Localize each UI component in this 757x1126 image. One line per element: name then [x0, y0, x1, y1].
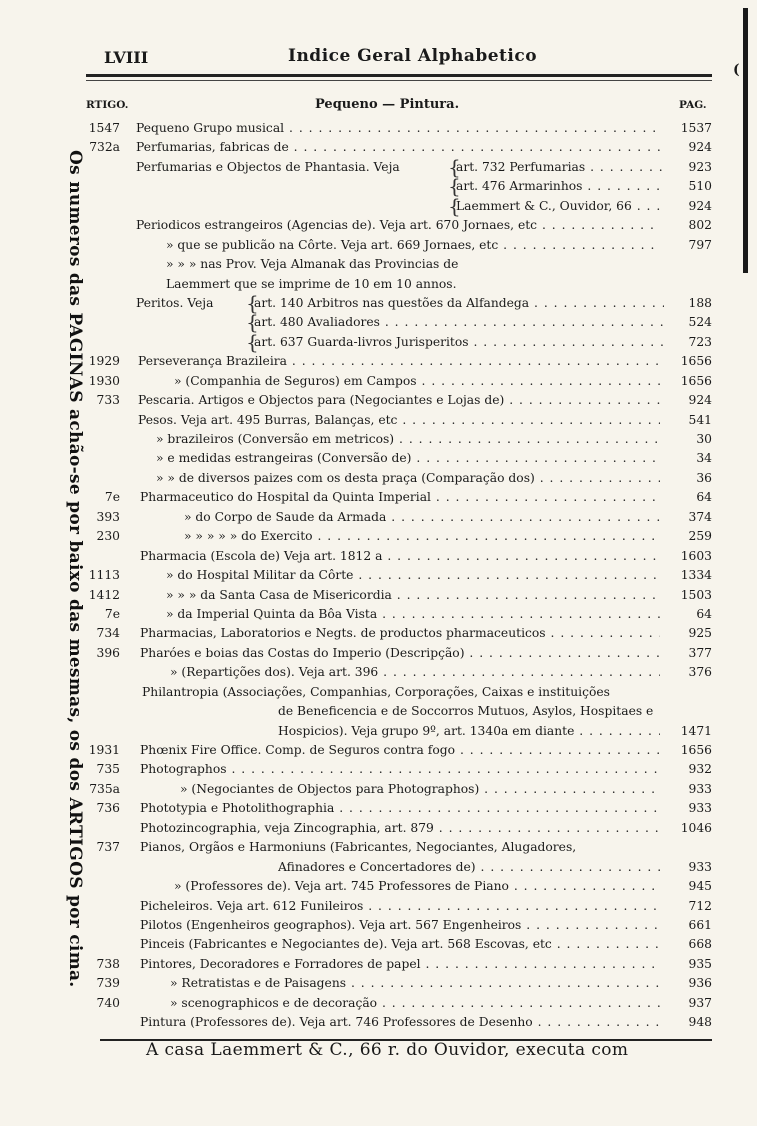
- entry-page: 374: [664, 508, 712, 527]
- entry-page: 1334: [664, 566, 712, 585]
- entry-page: 524: [664, 313, 712, 332]
- entry-artigo: 1931: [88, 743, 120, 757]
- entry-reference: art. 637 Guarda-livros Jurisperitos . . .: [254, 333, 664, 352]
- binding-edge-bar: [743, 8, 748, 273]
- entry-page: 668: [664, 935, 712, 954]
- entry-text: Photographos . . .: [140, 760, 660, 779]
- entry-page: 945: [664, 877, 712, 896]
- brace-mark: {: [448, 193, 461, 218]
- entry-artigo: 735: [96, 762, 120, 777]
- index-entry: [86, 236, 712, 255]
- side-note: Os numeros das PAGINAS achão-se por baixo das mesmas, os dos ARTIGOS por cima.: [65, 150, 85, 988]
- entry-page: 1503: [664, 586, 712, 605]
- entry-artigo: 396: [96, 645, 120, 660]
- page-number: LVIII: [104, 48, 149, 67]
- entry-artigo: 734: [96, 626, 120, 641]
- header-rule-thin: [86, 80, 712, 81]
- entry-artigo: 7e: [104, 490, 120, 505]
- entry-page: 1656: [664, 741, 712, 760]
- entry-text: » » » nas Prov. Veja Almanak das Provincias de: [166, 257, 459, 272]
- entry-text: Periodicos estrangeiros (Agencias de). Veja art. 670 Jornaes, etc . . .: [136, 216, 660, 235]
- index-entry: [86, 877, 712, 896]
- entry-text: Perseverança Brazileira . . .: [138, 352, 660, 371]
- entry-text: Afinadores e Concertadores de) . . .: [278, 858, 660, 877]
- index-entries: [86, 119, 712, 1033]
- brace-mark: {: [448, 174, 461, 199]
- index-entry: [86, 216, 712, 235]
- index-entry: [86, 624, 712, 643]
- index-entry: [86, 566, 712, 585]
- index-entry: [86, 644, 712, 663]
- entry-reference: art. 732 Perfumarias . . .: [456, 158, 664, 177]
- index-entry: [86, 916, 712, 935]
- entry-page: 712: [664, 897, 712, 916]
- index-entry: [86, 372, 712, 391]
- index-entry: [86, 838, 712, 857]
- index-entry: [86, 411, 712, 430]
- entry-artigo: 230: [96, 529, 120, 544]
- entry-page: 541: [664, 411, 712, 430]
- index-entry: [86, 955, 712, 974]
- entry-reference: art. 480 Avaliadores . . .: [254, 313, 664, 332]
- section-heading: Pequeno — Pintura.: [315, 97, 460, 112]
- entry-page: 936: [664, 974, 712, 993]
- entry-text: Pharmacia (Escola de) Veja art. 1812 a . . .: [140, 547, 660, 566]
- entry-page: 1603: [664, 547, 712, 566]
- entry-reference: art. 140 Arbitros nas questões da Alfandega . . .: [254, 294, 664, 313]
- entry-page: 948: [664, 1013, 712, 1032]
- entry-reference: Laemmert & C., Ouvidor, 66 . . .: [456, 197, 664, 216]
- index-entry: [86, 508, 712, 527]
- index-entry: [86, 255, 712, 274]
- index-entry: [86, 449, 712, 468]
- header-rule: [86, 74, 712, 77]
- index-entry: [86, 193, 712, 218]
- entry-text: Peritos. Veja: [136, 295, 214, 310]
- entry-text: Pesos. Veja art. 495 Burras, Balanças, etc . . .: [138, 411, 660, 430]
- entry-artigo: 739: [96, 976, 120, 991]
- entry-text: Picheleiros. Veja art. 612 Funileiros . . .: [140, 897, 660, 916]
- entry-text: » do Hospital Militar da Côrte . . .: [166, 566, 660, 585]
- entry-page: 933: [664, 858, 712, 877]
- entry-text: » que se publicão na Côrte. Veja art. 669 Jornaes, etc . . .: [166, 236, 660, 255]
- entry-text: Pequeno Grupo musical . . .: [136, 119, 660, 138]
- entry-text: Perfumarias e Objectos de Phantasia. Veja: [136, 159, 400, 174]
- column-header-pag: PAG.: [679, 99, 707, 111]
- entry-artigo: 7e: [104, 606, 120, 621]
- index-entry: [86, 138, 712, 157]
- entry-page: 925: [664, 624, 712, 643]
- index-entry: [86, 741, 712, 760]
- entry-text: » da Imperial Quinta da Bôa Vista . . .: [166, 605, 660, 624]
- index-entry: [86, 702, 712, 721]
- entry-page: 723: [664, 333, 712, 352]
- index-entry: [86, 488, 712, 507]
- entry-page: 64: [664, 605, 712, 624]
- index-entry: [86, 527, 712, 546]
- entry-text: Pilotos (Engenheiros geographos). Veja art. 567 Engenheiros . . .: [140, 916, 660, 935]
- entry-page: 376: [664, 663, 712, 682]
- entry-artigo: 735a: [89, 781, 120, 796]
- index-entry: [86, 310, 712, 335]
- index-entry: [86, 780, 712, 799]
- index-entry: [86, 858, 712, 877]
- entry-page: 377: [664, 644, 712, 663]
- entry-artigo: 738: [96, 956, 120, 971]
- entry-page: 924: [664, 138, 712, 157]
- entry-page: 932: [664, 760, 712, 779]
- entry-page: 802: [664, 216, 712, 235]
- entry-artigo: 1412: [88, 587, 120, 602]
- entry-text: » Retratistas e de Paisagens . . .: [170, 974, 660, 993]
- index-entry: [86, 897, 712, 916]
- index-entry: [86, 974, 712, 993]
- entry-page: 34: [664, 449, 712, 468]
- index-entry: [86, 1013, 712, 1032]
- entry-text: Pharmaceutico do Hospital da Quinta Imperial . . .: [140, 488, 660, 507]
- entry-page: 937: [664, 994, 712, 1013]
- entry-page: 64: [664, 488, 712, 507]
- entry-artigo: 740: [96, 995, 120, 1010]
- entry-text: Phœnix Fire Office. Comp. de Seguros contra fogo . . .: [140, 741, 660, 760]
- entry-artigo: 736: [96, 801, 120, 816]
- entry-artigo: 733: [96, 393, 120, 408]
- entry-page: 1656: [664, 352, 712, 371]
- entry-page: 661: [664, 916, 712, 935]
- index-entry: [86, 290, 712, 315]
- entry-text: » (Negociantes de Objectos para Photographos) . . .: [180, 780, 660, 799]
- index-entry: [86, 275, 712, 294]
- index-entry: [86, 119, 712, 138]
- entry-text: Pintores, Decoradores e Forradores de papel . . .: [140, 955, 660, 974]
- index-entry: [86, 760, 712, 779]
- index-entry: [86, 430, 712, 449]
- entry-artigo: 1547: [88, 121, 120, 135]
- index-entry: [86, 329, 712, 354]
- index-entry: [86, 154, 712, 179]
- column-header-artigo: RTIGO.: [86, 99, 129, 111]
- entry-text: » do Corpo de Saude da Armada . . .: [184, 508, 660, 527]
- brace-mark: {: [246, 310, 259, 335]
- index-entry: [86, 605, 712, 624]
- index-entry: [86, 994, 712, 1013]
- page-title: Indice Geral Alphabetico: [288, 46, 538, 66]
- entry-page: 1046: [664, 819, 712, 838]
- entry-text: Pinceis (Fabricantes e Negociantes de). Veja art. 568 Escovas, etc . . .: [140, 935, 660, 954]
- index-entry: [86, 586, 712, 605]
- entry-text: » » » » » do Exercito . . .: [184, 527, 660, 546]
- index-entry: [86, 683, 712, 702]
- entry-page: 933: [664, 799, 712, 818]
- entry-page: 36: [664, 469, 712, 488]
- index-entry: [86, 935, 712, 954]
- entry-artigo: 732a: [89, 140, 120, 155]
- index-entry: [86, 819, 712, 838]
- entry-page: 935: [664, 955, 712, 974]
- edge-mark: (: [733, 62, 740, 78]
- brace-mark: {: [246, 290, 259, 315]
- entry-text: » » de diversos paizes com os desta praça (Comparação dos) . . .: [156, 469, 660, 488]
- entry-text: Pharmacias, Laboratorios e Negts. de productos pharmaceuticos . . .: [140, 624, 660, 643]
- entry-text: » e medidas estrangeiras (Conversão de) . . .: [156, 449, 660, 468]
- brace-mark: {: [246, 329, 259, 354]
- index-entry: [86, 352, 712, 371]
- entry-text: Pintura (Professores de). Veja art. 746 Professores de Desenho . . .: [140, 1013, 660, 1032]
- brace-mark: {: [448, 154, 461, 179]
- entry-artigo: 1930: [88, 373, 120, 388]
- index-entry: [86, 469, 712, 488]
- entry-text: de Beneficencia e de Soccorros Mutuos, Asylos, Hospitaes e: [278, 704, 654, 719]
- entry-artigo: 1929: [88, 354, 120, 369]
- index-entry: [86, 722, 712, 741]
- entry-page: 1656: [664, 372, 712, 391]
- entry-text: Pianos, Orgãos e Harmoniuns (Fabricantes, Negociantes, Alugadores,: [140, 840, 577, 855]
- index-entry: [86, 391, 712, 410]
- entry-text: Laemmert que se imprime de 10 em 10 annos.: [166, 276, 457, 291]
- entry-text: Pharóes e boias das Costas do Imperio (Descripção) . . .: [140, 644, 660, 663]
- entry-text: Photozincographia, veja Zincographia, art. 879 . . .: [140, 819, 660, 838]
- entry-text: » (Repartições dos). Veja art. 396 . . .: [170, 663, 660, 682]
- entry-page: 923: [664, 158, 712, 177]
- entry-text: » (Companhia de Seguros) em Campos . . .: [174, 372, 660, 391]
- entry-text: » brazileiros (Conversão em metricos) . . .: [156, 430, 660, 449]
- entry-text: Hospicios). Veja grupo 9º, art. 1340a em diante . . .: [278, 722, 660, 741]
- entry-page: 933: [664, 780, 712, 799]
- entry-text: Phototypia e Photolithographia . . .: [140, 799, 660, 818]
- entry-page: 924: [664, 391, 712, 410]
- footer-advert: A casa Laemmert & C., 66 r. do Ouvidor, executa com: [146, 1040, 629, 1060]
- entry-page: 1471: [664, 722, 712, 741]
- entry-page: 924: [664, 197, 712, 216]
- entry-page: 797: [664, 236, 712, 255]
- entry-artigo: 1113: [88, 568, 120, 583]
- entry-text: Philantropia (Associações, Companhias, Corporações, Caixas e instituições: [142, 684, 610, 699]
- entry-artigo: 393: [96, 509, 120, 524]
- entry-artigo: 737: [96, 840, 120, 855]
- index-entry: [86, 547, 712, 566]
- entry-text: » » » da Santa Casa de Misericordia . . .: [166, 586, 660, 605]
- entry-text: Perfumarias, fabricas de . . .: [136, 138, 660, 157]
- entry-reference: art. 476 Armarinhos . . .: [456, 177, 664, 196]
- entry-page: 259: [664, 527, 712, 546]
- entry-page: 30: [664, 430, 712, 449]
- entry-page: 188: [664, 294, 712, 313]
- entry-page: 1537: [664, 119, 712, 138]
- index-entry: [86, 174, 712, 199]
- entry-text: » (Professores de). Veja art. 745 Professores de Piano . . .: [174, 877, 660, 896]
- entry-page: 510: [664, 177, 712, 196]
- entry-text: Pescaria. Artigos e Objectos para (Negociantes e Lojas de) . . .: [138, 391, 660, 410]
- index-entry: [86, 663, 712, 682]
- index-entry: [86, 799, 712, 818]
- entry-text: » scenographicos e de decoração . . .: [170, 994, 660, 1013]
